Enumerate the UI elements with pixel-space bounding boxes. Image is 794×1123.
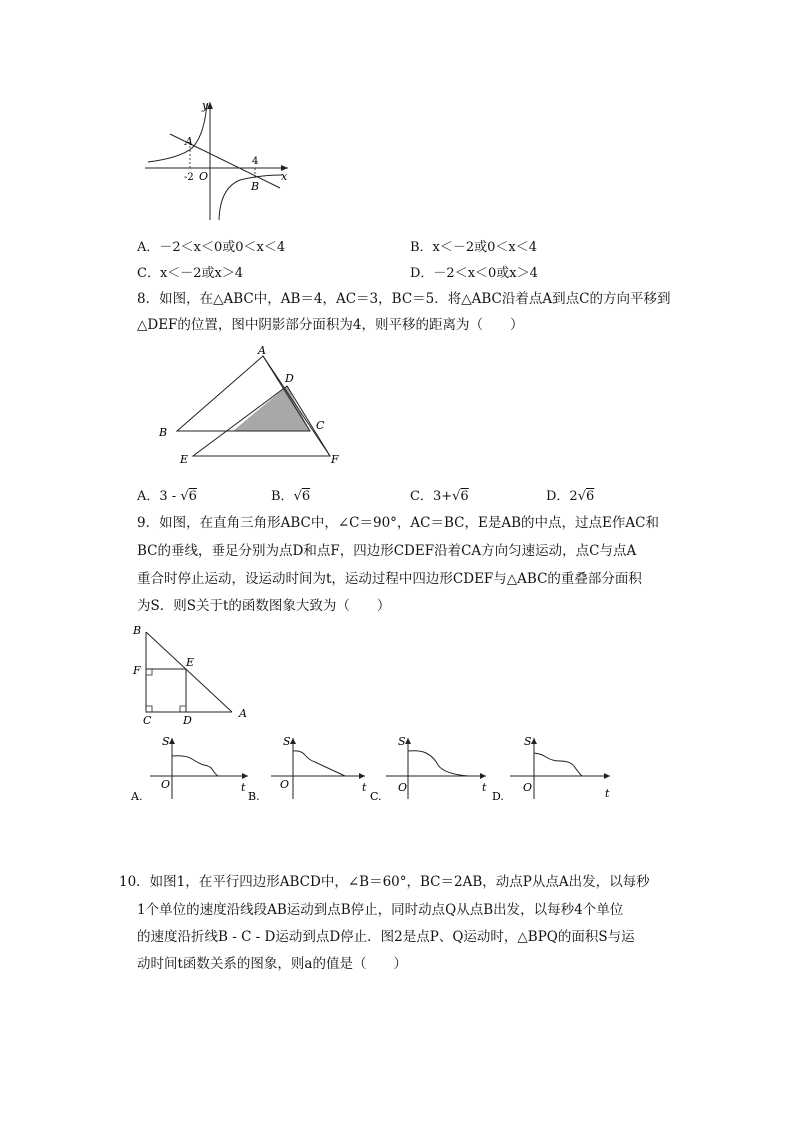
q8-option-c-radicand: 6	[460, 489, 469, 504]
q8-option-b-radicand: 6	[301, 489, 311, 504]
q9-graph-b[interactable]	[245, 733, 370, 803]
q8-option-c[interactable]	[410, 485, 469, 504]
sqrt-icon: √	[452, 489, 461, 504]
q7-label-origin: O	[199, 170, 209, 183]
q8-option-b[interactable]	[271, 485, 310, 504]
q9-line-3: 重合时停止运动，设运动时间为t，运动过程中四边形CDEF与△ABC的重叠部分面积	[137, 571, 642, 587]
q9-graph-a-t: t	[241, 781, 246, 794]
q9-graph-d[interactable]	[490, 733, 615, 803]
q10-line-1: 10．如图1，在平行四边形ABCD中，∠B＝60°，BC＝2AB，动点P从点A出发，以每秒	[119, 874, 650, 890]
q9-label-D: D	[183, 714, 192, 727]
q9-label-F: F	[133, 664, 141, 677]
q9-graph-c-label: C.	[370, 790, 382, 803]
q8-option-a[interactable]	[137, 485, 197, 504]
q9-graph-d-S: S	[524, 735, 532, 748]
q8-figure	[150, 344, 350, 469]
q9-graph-b-label: B.	[248, 790, 260, 803]
q8-label-C: C	[316, 419, 325, 432]
q9-line-2: BC的垂线，垂足分别为点D和点F，四边形CDEF沿着CA方向匀速运动，点C与点A	[137, 543, 637, 559]
q9-graph-c[interactable]	[368, 733, 493, 803]
q7-label-4: 4	[252, 156, 259, 167]
q9-graph-d-t: t	[605, 787, 610, 800]
q10-line-3: 的速度沿折线B - C - D运动到点D停止．图2是点P、Q运动时，△BPQ的面积S与运	[137, 929, 635, 945]
q9-graph-a-O: O	[161, 778, 171, 791]
q7-label-y: y	[202, 99, 209, 112]
sqrt-icon: √	[293, 489, 302, 504]
q8-option-a-prefix: A．3 -	[137, 489, 181, 504]
q9-graph-d-O: O	[523, 781, 533, 794]
sqrt-icon: √	[180, 489, 189, 504]
q7-label-A: A	[185, 135, 193, 148]
q7-option-a[interactable]: A．－2＜x＜0或0＜x＜4	[137, 240, 286, 255]
q7-figure	[140, 96, 295, 226]
q9-label-C: C	[143, 714, 152, 727]
q8-label-B: B	[159, 426, 168, 439]
q9-figure	[128, 622, 256, 728]
q9-line-1: 9．如图，在直角三角形ABC中，∠C＝90°，AC＝BC，E是AB的中点，过点E作AC和	[137, 515, 659, 531]
q10-line-2: 1个单位的速度沿线段AB运动到点B停止，同时动点Q从点B出发，以每秒4个单位	[137, 902, 624, 918]
q7-option-b[interactable]: B．x＜－2或0＜x＜4	[410, 240, 538, 255]
q7-label-neg2: -2	[184, 172, 194, 183]
q7-option-d[interactable]: D．－2＜x＜0或x＞4	[410, 266, 538, 281]
q9-graph-c-O: O	[398, 781, 408, 794]
q8-option-a-radicand: 6	[188, 489, 197, 504]
q9-label-A: A	[239, 707, 247, 720]
q9-label-E: E	[186, 656, 195, 669]
q8-option-d-radicand: 6	[586, 489, 595, 504]
q9-graph-d-label: D.	[492, 790, 504, 803]
q9-label-B: B	[133, 624, 142, 637]
q8-option-d[interactable]	[546, 485, 594, 504]
q9-line-4: 为S．则S关于t的函数图象大致为（ ）	[137, 598, 391, 614]
q9-graph-b-S: S	[283, 735, 291, 748]
q9-graph-a[interactable]	[128, 733, 253, 803]
sqrt-icon: √	[577, 489, 586, 504]
q8-label-F: F	[331, 453, 339, 466]
q7-label-x: x	[281, 170, 288, 183]
q9-graph-b-O: O	[280, 778, 290, 791]
q10-line-4: 动时间t函数关系的图象，则a的值是（ ）	[137, 956, 407, 972]
q7-label-B: B	[251, 180, 260, 193]
q9-graph-a-S: S	[162, 735, 170, 748]
q9-graph-a-label: A.	[131, 790, 143, 803]
q8-label-A: A	[258, 344, 266, 357]
q8-line-1: 8．如图，在△ABC中，AB＝4，AC＝3，BC＝5．将△ABC沿着点A到点C的方向平移到	[137, 291, 671, 307]
q8-line-2: △DEF的位置，图中阴影部分面积为4，则平移的距离为（ ）	[137, 317, 524, 333]
q9-graph-c-S: S	[398, 735, 406, 748]
q8-option-b-prefix: B．	[271, 489, 294, 504]
q8-option-c-prefix: C．3+	[410, 489, 453, 504]
q7-option-c[interactable]: C．x＜－2或x＞4	[137, 266, 244, 281]
q9-graph-c-t: t	[482, 781, 487, 794]
q8-label-E: E	[180, 453, 189, 466]
q8-option-d-prefix: D．2	[546, 489, 578, 504]
q9-graph-b-t: t	[362, 781, 367, 794]
q8-label-D: D	[285, 372, 294, 385]
